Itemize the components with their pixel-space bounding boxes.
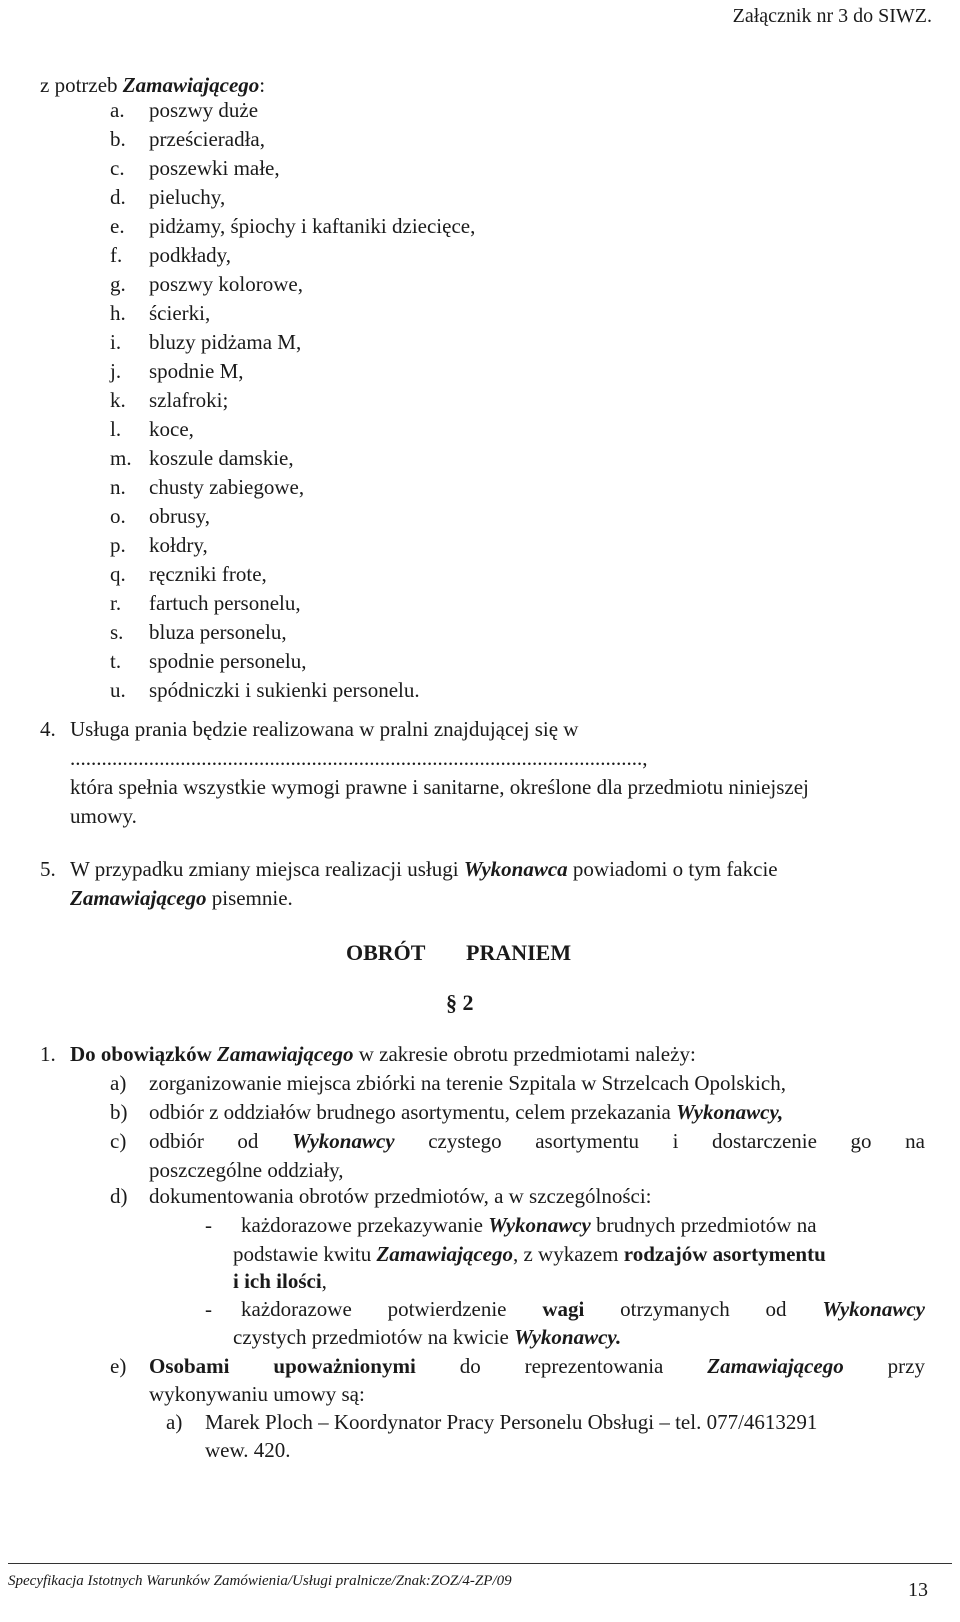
party-zamawiajacy: Zamawiającego (122, 73, 260, 97)
party-wykonawca: Wykonawcy (291, 1129, 395, 1153)
dash2-line2: czystych przedmiotów na kwicie Wykonawcy. (233, 1325, 622, 1349)
p5-line1: W przypadku zmiany miejsca realizacji usługi Wykonawca powiadomi o tym fakcie (70, 857, 778, 881)
list-item-text: prześcieradła, (149, 127, 266, 151)
list-item-letter: p. (110, 533, 126, 557)
list-item-letter: l. (110, 417, 122, 441)
p5-number: 5. (40, 857, 56, 881)
dash1-line2: podstawie kwitu Zamawiającego, z wykazem rodzajów asortymentu (233, 1242, 826, 1266)
list-item-text: ścierki, (149, 301, 211, 325)
sub-c-label: c) (110, 1129, 127, 1153)
dash1-line3: i ich ilości, (233, 1269, 327, 1293)
list-item-text: spodnie M, (149, 359, 244, 383)
sub-a-label: a) (110, 1071, 127, 1095)
p4-line4: umowy. (70, 804, 137, 828)
list-item-letter: n. (110, 475, 126, 499)
list-item-letter: m. (110, 446, 132, 470)
dash-bullet: - (205, 1213, 212, 1237)
list-item-text: pieluchy, (149, 185, 226, 209)
sub-b-label: b) (110, 1100, 128, 1124)
sub-b-text: odbiór z oddziałów brudnego asortymentu, celem przekazania Wykonawcy, (149, 1100, 784, 1124)
party-zamawiajacy: Zamawiającego (707, 1354, 844, 1378)
p4-blank-line: ............................................................................................................., (70, 748, 648, 769)
dash2-line1: każdorazowe potwierdzenie wagi otrzymanych od Wykonawcy (241, 1297, 925, 1321)
section-title-word1: OBRÓT (346, 940, 426, 965)
list-item-letter: q. (110, 562, 126, 586)
party-zamawiajacy: Zamawiającego (217, 1042, 354, 1066)
person-label: a) (166, 1410, 183, 1434)
p4-line1: Usługa prania będzie realizowana w pralni znajdującej się w (70, 717, 579, 741)
section-sign: § 2 (446, 990, 474, 1015)
sub-e-label: e) (110, 1354, 127, 1378)
party-wykonawca: Wykonawca (463, 857, 568, 881)
party-wykonawca: Wykonawcy (822, 1297, 925, 1321)
list-item-text: obrusy, (149, 504, 211, 528)
list-item-text: bluza personelu, (149, 620, 287, 644)
list-item-text: ręczniki frote, (149, 562, 267, 586)
list-item-letter: o. (110, 504, 126, 528)
sub-e-line2: wykonywaniu umowy są: (149, 1382, 365, 1406)
s1-number: 1. (40, 1042, 56, 1066)
person-line2: wew. 420. (205, 1438, 291, 1462)
list-item-text: podkłady, (149, 243, 232, 267)
list-item-text: spodnie personelu, (149, 649, 307, 673)
list-item-letter: j. (110, 359, 122, 383)
list-item-text: spódniczki i sukienki personelu. (149, 678, 420, 702)
intro-line: z potrzeb Zamawiającego: (40, 73, 266, 97)
list-item-letter: s. (110, 620, 124, 644)
p5-line2: Zamawiającego pisemnie. (70, 886, 293, 910)
list-item-text: bluzy pidżama M, (149, 330, 302, 354)
list-item-text: szlafroki; (149, 388, 229, 412)
footer-text: Specyfikacja Istotnych Warunków Zamówienia/Usługi pralnicze/Znak:ZOZ/4-ZP/09 (8, 1573, 512, 1589)
list-item-text: koszule damskie, (149, 446, 294, 470)
party-zamawiajacy: Zamawiającego (376, 1242, 513, 1266)
list-item-letter: g. (110, 272, 126, 296)
person-line1: Marek Ploch – Koordynator Pracy Personelu Obsługi – tel. 077/4613291 (205, 1410, 818, 1434)
list-item-letter: t. (110, 649, 122, 673)
list-item-letter: k. (110, 388, 126, 412)
list-item-letter: b. (110, 127, 126, 151)
dash1-line1: każdorazowe przekazywanie Wykonawcy brudnych przedmiotów na (241, 1213, 817, 1237)
sub-c-line1: odbiór od Wykonawcy czystego asortymentu i dostarczenie go na (149, 1129, 925, 1153)
party-wykonawca: Wykonawcy. (514, 1325, 622, 1349)
list-item-text: poszwy duże (149, 98, 259, 122)
list-item-letter: e. (110, 214, 125, 238)
sub-c-line2: poszczególne oddziały, (149, 1158, 344, 1182)
list-item-text: poszwy kolorowe, (149, 272, 303, 296)
list-item-letter: f. (110, 243, 123, 267)
list-item-letter: c. (110, 156, 125, 180)
list-item-letter: h. (110, 301, 126, 325)
list-item-text: poszewki małe, (149, 156, 280, 180)
list-item-letter: a. (110, 98, 125, 122)
party-zamawiajacy: Zamawiającego (70, 886, 207, 910)
party-wykonawca: Wykonawcy, (676, 1100, 784, 1124)
sub-e-line1: Osobami upoważnionymi do reprezentowania Zamawiającego przy (149, 1354, 925, 1378)
attachment-header: Załącznik nr 3 do SIWZ. (732, 5, 932, 27)
sub-d-label: d) (110, 1184, 128, 1208)
list-item-letter: r. (110, 591, 122, 615)
party-wykonawca: Wykonawcy (488, 1213, 591, 1237)
list-item-letter: u. (110, 678, 126, 702)
s1-line: Do obowiązków Zamawiającego w zakresie obrotu przedmiotami należy: (70, 1042, 696, 1066)
p4-number: 4. (40, 717, 56, 741)
list-item-letter: d. (110, 185, 126, 209)
list-item-text: pidżamy, śpiochy i kaftaniki dziecięce, (149, 214, 476, 238)
dash-bullet: - (205, 1297, 212, 1321)
footer-divider (8, 1563, 952, 1564)
list-item-text: fartuch personelu, (149, 591, 301, 615)
p4-line3: która spełnia wszystkie wymogi prawne i sanitarne, określone dla przedmiotu niniejszej (70, 775, 809, 799)
sub-a-text: zorganizowanie miejsca zbiórki na terenie Szpitala w Strzelcach Opolskich, (149, 1071, 786, 1095)
section-title-word2: PRANIEM (466, 940, 572, 965)
list-item-text: chusty zabiegowe, (149, 475, 305, 499)
list-item-text: koce, (149, 417, 194, 441)
sub-d-text: dokumentowania obrotów przedmiotów, a w szczególności: (149, 1184, 652, 1208)
list-item-letter: i. (110, 330, 122, 354)
page-number: 13 (908, 1579, 928, 1601)
list-item-text: kołdry, (149, 533, 208, 557)
